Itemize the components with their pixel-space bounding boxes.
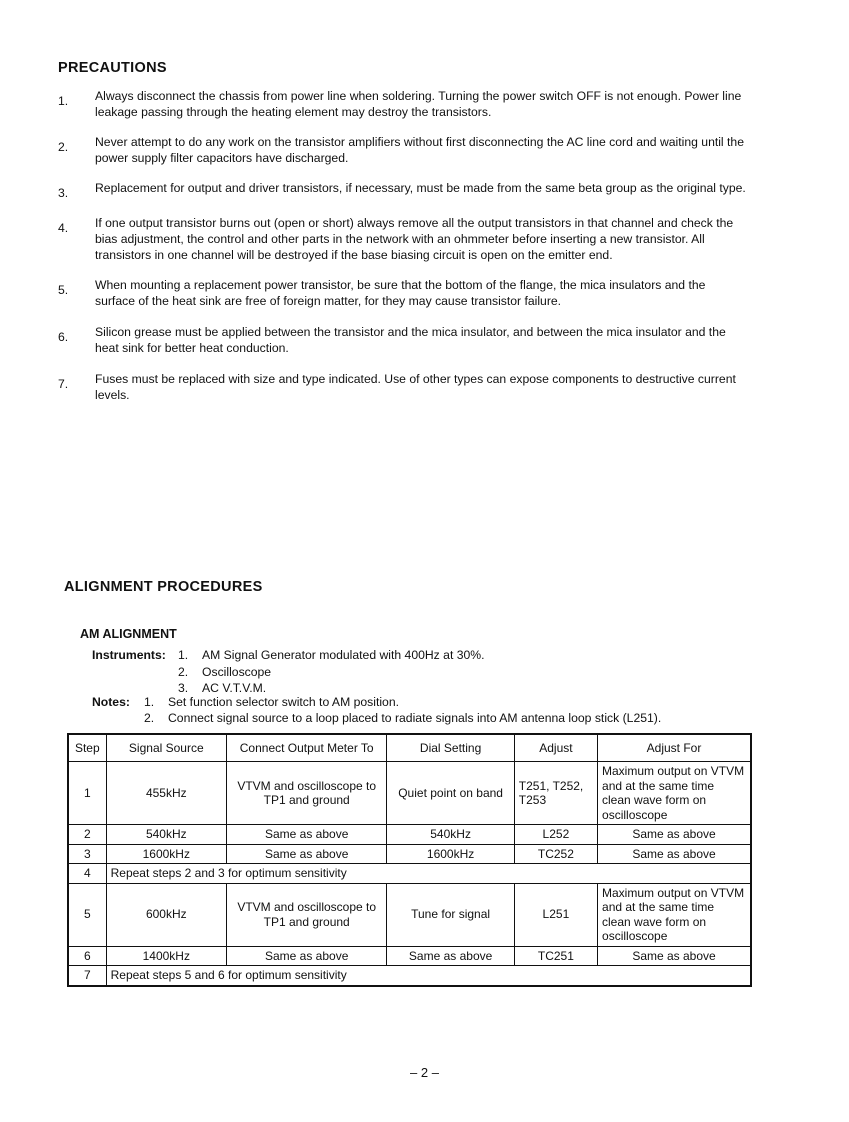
cell-adjust-for: Maximum output on VTVM and at the same time clean wave form on oscilloscope	[598, 883, 751, 946]
am-alignment-title: AM ALIGNMENT	[80, 627, 177, 641]
table-row	[68, 825, 751, 845]
instrument-text: AC V.T.V.M.	[202, 681, 267, 695]
note-number: 1.	[144, 695, 155, 709]
cell-signal-source: 455kHz	[106, 762, 226, 825]
precaution-number: 3.	[58, 186, 69, 200]
cell-step: 6	[68, 946, 106, 966]
cell-adjust-for: Same as above	[598, 946, 751, 966]
cell-connect-output-meter: VTVM and oscilloscope to TP1 and ground	[226, 883, 386, 946]
cell-connect-output-meter: Same as above	[226, 844, 386, 864]
note-number: 2.	[144, 711, 155, 725]
precaution-text: Silicon grease must be applied between the transistor and the mica insulator, and between the mica insulator and the heat sink for better heat conduction.	[95, 325, 726, 355]
precaution-number: 7.	[58, 377, 69, 391]
cell-signal-source: 1600kHz	[106, 844, 226, 864]
precaution-text: If one output transistor burns out (open or short) always remove all the output transistors in that channel and check the bias adjustment, the control and other parts in the network with an ohmmeter before inserting a new transistor. All transistors in one channel will be destroyed if the base biasing circuit is open on the emitter end.	[95, 216, 734, 262]
precautions-list	[58, 88, 748, 403]
cell-adjust: L251	[514, 883, 597, 946]
precaution-number: 5.	[58, 283, 69, 297]
table-header-row	[68, 734, 751, 762]
table-row	[68, 762, 751, 825]
instruments-label: Instruments:	[92, 648, 166, 662]
cell-step: 2	[68, 825, 106, 845]
instrument-number: 1.	[178, 648, 189, 662]
header-adjust: Adjust	[514, 734, 597, 762]
precautions-title: PRECAUTIONS	[58, 60, 167, 76]
table-row	[68, 883, 751, 946]
header-step: Step	[68, 734, 106, 762]
cell-dial-setting: 1600kHz	[387, 844, 514, 864]
cell-connect-output-meter: Same as above	[226, 946, 386, 966]
instrument-text: AM Signal Generator modulated with 400Hz at 30%.	[202, 648, 485, 662]
alignment-procedures-title: ALIGNMENT PROCEDURES	[64, 579, 263, 595]
precaution-item	[58, 324, 748, 356]
header-adjust-for: Adjust For	[598, 734, 751, 762]
precaution-item	[58, 180, 748, 201]
cell-adjust: L252	[514, 825, 597, 845]
cell-connect-output-meter: VTVM and oscilloscope to TP1 and ground	[226, 762, 386, 825]
instruments-list	[92, 647, 485, 697]
precaution-item	[58, 134, 748, 166]
cell-dial-setting: Quiet point on band	[387, 762, 514, 825]
cell-step: 1	[68, 762, 106, 825]
precaution-number: 1.	[58, 94, 69, 108]
precaution-text: Replacement for output and driver transistors, if necessary, must be made from the same beta group as the original type.	[95, 181, 746, 195]
cell-step: 3	[68, 844, 106, 864]
precaution-text: When mounting a replacement power transistor, be sure that the bottom of the flange, the mica insulators and the surface of the heat sink are free of foreign matter, for they may cause transistor failure.	[95, 278, 706, 308]
cell-signal-source: 1400kHz	[106, 946, 226, 966]
cell-repeat-note: Repeat steps 2 and 3 for optimum sensitivity	[106, 864, 751, 884]
header-signal-source: Signal Source	[106, 734, 226, 762]
am-alignment-table	[67, 733, 752, 987]
cell-step: 4	[68, 864, 106, 884]
precaution-text: Always disconnect the chassis from power line when soldering. Turning the power switch OFF is not enough. Power line leakage passing through the heating element may destroy the transistors.	[95, 89, 742, 119]
precaution-text: Never attempt to do any work on the transistor amplifiers without first disconnecting the AC line cord and waiting until the power supply filter capacitors have discharged.	[95, 135, 744, 165]
cell-adjust-for: Same as above	[598, 844, 751, 864]
cell-adjust: TC252	[514, 844, 597, 864]
cell-adjust-for: Maximum output on VTVM and at the same time clean wave form on oscilloscope	[598, 762, 751, 825]
cell-adjust: T251, T252, T253	[514, 762, 597, 825]
cell-dial-setting: Same as above	[387, 946, 514, 966]
cell-repeat-note: Repeat steps 5 and 6 for optimum sensitivity	[106, 966, 751, 986]
instrument-text: Oscilloscope	[202, 664, 272, 679]
cell-adjust-for: Same as above	[598, 825, 751, 845]
instrument-number: 2.	[178, 664, 189, 679]
note-text: Set function selector switch to AM position.	[168, 695, 399, 709]
table-row	[68, 946, 751, 966]
cell-signal-source: 540kHz	[106, 825, 226, 845]
cell-connect-output-meter: Same as above	[226, 825, 386, 845]
header-dial-setting: Dial Setting	[387, 734, 514, 762]
cell-signal-source: 600kHz	[106, 883, 226, 946]
precaution-number: 6.	[58, 330, 69, 344]
cell-dial-setting: 540kHz	[387, 825, 514, 845]
precaution-item	[58, 215, 748, 263]
notes-list	[92, 694, 661, 726]
notes-label: Notes:	[92, 695, 130, 709]
cell-dial-setting: Tune for signal	[387, 883, 514, 946]
cell-adjust: TC251	[514, 946, 597, 966]
precaution-number: 2.	[58, 140, 69, 154]
precaution-item	[58, 277, 748, 309]
precaution-item	[58, 371, 748, 403]
precaution-number: 4.	[58, 221, 69, 235]
precaution-item	[58, 88, 748, 120]
precaution-text: Fuses must be replaced with size and type indicated. Use of other types can expose components to destructive current levels.	[95, 372, 736, 402]
cell-step: 7	[68, 966, 106, 986]
cell-step: 5	[68, 883, 106, 946]
note-text: Connect signal source to a loop placed to radiate signals into AM antenna loop stick (L251).	[168, 711, 662, 725]
header-connect-output-meter: Connect Output Meter To	[226, 734, 386, 762]
instrument-number: 3.	[178, 681, 189, 695]
table-row	[68, 844, 751, 864]
table-row	[68, 966, 751, 986]
table-row	[68, 864, 751, 884]
page-number: – 2 –	[410, 1065, 439, 1080]
